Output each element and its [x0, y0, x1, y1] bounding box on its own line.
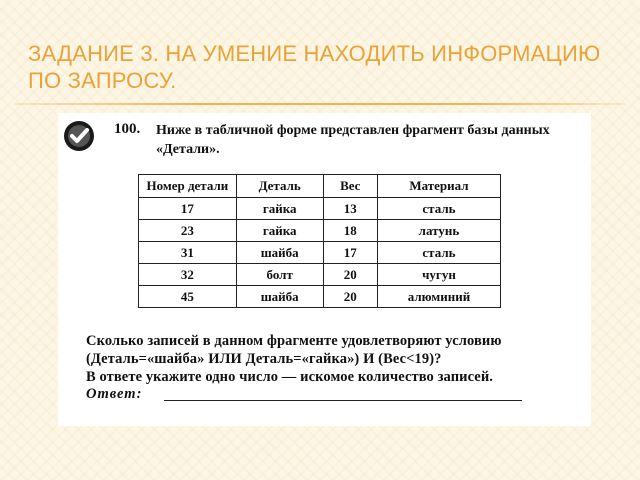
table-cell: 18 — [323, 220, 377, 242]
task-intro: Ниже в табличной форме представлен фрагмент базы данных «Детали». — [156, 123, 550, 157]
table-cell: гайка — [236, 220, 323, 242]
table-row — [139, 264, 501, 286]
question-line: Сколько записей в данном фрагменте удовлетворяют условию — [86, 333, 502, 349]
table-row — [139, 198, 501, 220]
table-cell: 23 — [139, 220, 237, 242]
table-cell: сталь — [377, 242, 500, 264]
check-badge-icon — [62, 119, 96, 153]
table-cell: гайка — [236, 198, 323, 220]
table-cell: шайба — [236, 242, 323, 264]
slide-title: ЗАДАНИЕ 3. НА УМЕНИЕ НАХОДИТЬ ИНФОРМАЦИЮ ПО ЗАПРОСУ. — [28, 41, 601, 93]
question-condition: (Деталь=«шайба» ИЛИ Деталь=«гайка») И (Вес<19)? — [86, 351, 442, 367]
table-cell: 45 — [139, 286, 237, 308]
table-cell: чугун — [377, 264, 500, 286]
table-cell: сталь — [377, 198, 500, 220]
table-cell: болт — [236, 264, 323, 286]
details-table — [138, 174, 501, 308]
title-divider — [14, 103, 626, 105]
column-header: Деталь — [236, 175, 323, 198]
table-cell: 31 — [139, 242, 237, 264]
table-cell: шайба — [236, 286, 323, 308]
answer-field[interactable] — [164, 400, 522, 401]
table-cell: латунь — [377, 220, 500, 242]
table-cell: 32 — [139, 264, 237, 286]
table-header-row — [139, 175, 501, 198]
task-scan — [58, 113, 591, 426]
table-row — [139, 242, 501, 264]
table-cell: 20 — [323, 264, 377, 286]
table-row — [139, 286, 501, 308]
answer-row — [86, 386, 142, 403]
column-header: Материал — [377, 175, 500, 198]
answer-label: Ответ: — [86, 386, 143, 402]
table-cell: 13 — [323, 198, 377, 220]
column-header: Номер детали — [139, 175, 237, 198]
table-cell: алюминий — [377, 286, 500, 308]
table-cell: 17 — [139, 198, 237, 220]
table-row — [139, 220, 501, 242]
question-text — [86, 332, 576, 386]
column-header: Вес — [323, 175, 377, 198]
question-line: В ответе укажите одно число — искомое количество записей. — [86, 369, 494, 385]
table-cell: 17 — [323, 242, 377, 264]
task-number: 100. — [114, 121, 141, 137]
table-cell: 20 — [323, 286, 377, 308]
